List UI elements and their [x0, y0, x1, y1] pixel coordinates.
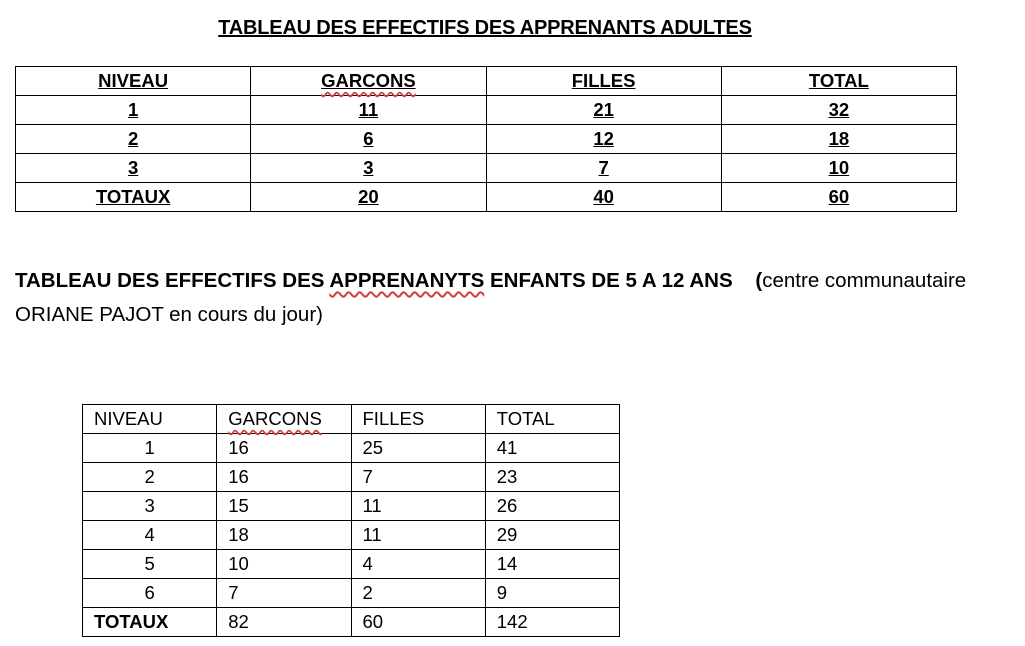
table-header-cell: NIVEAU [16, 67, 251, 96]
table-cell: 21 [486, 96, 721, 125]
table-cell: 2 [83, 463, 217, 492]
table-row [83, 521, 620, 550]
table-cell: 20 [251, 183, 486, 212]
table-header-cell: TOTAL [485, 405, 619, 434]
table-cell: 142 [485, 608, 619, 637]
table-header-cell [217, 405, 351, 434]
table-cell: 1 [83, 434, 217, 463]
table-cell: 15 [217, 492, 351, 521]
table-row [16, 125, 957, 154]
table-cell: TOTAUX [83, 608, 217, 637]
spellcheck-word: GARCONS [321, 70, 416, 91]
table-cell: 7 [351, 463, 485, 492]
table-row [83, 463, 620, 492]
table-cell: 11 [351, 492, 485, 521]
table-cell: 82 [217, 608, 351, 637]
table-cell: 25 [351, 434, 485, 463]
table-header-cell: FILLES [486, 67, 721, 96]
table-header-cell: NIVEAU [83, 405, 217, 434]
table-row [16, 183, 957, 212]
paren-open: ( [755, 269, 763, 292]
table-row [83, 434, 620, 463]
spellcheck-word: GARCONS [228, 408, 322, 429]
child-section-heading [15, 264, 975, 332]
table-cell: 18 [721, 125, 956, 154]
table-cell: 7 [217, 579, 351, 608]
table-row [83, 608, 620, 637]
table-cell: 4 [83, 521, 217, 550]
table-header-cell: FILLES [351, 405, 485, 434]
table-cell: 32 [721, 96, 956, 125]
table-cell: 6 [83, 579, 217, 608]
table-cell: 10 [721, 154, 956, 183]
table-cell: 2 [16, 125, 251, 154]
table-cell: 1 [16, 96, 251, 125]
table-cell: 11 [351, 521, 485, 550]
table-cell: TOTAUX [16, 183, 251, 212]
table-cell: 41 [485, 434, 619, 463]
table-cell: 5 [83, 550, 217, 579]
table-row [16, 96, 957, 125]
spellcheck-word: APPRENANYTS [329, 269, 485, 292]
table-cell: 40 [486, 183, 721, 212]
table-cell: 18 [217, 521, 351, 550]
table-header-row [83, 405, 620, 434]
table-row [16, 154, 957, 183]
table-header-row [16, 67, 957, 96]
table-header-cell: TOTAL [721, 67, 956, 96]
table-cell: 16 [217, 463, 351, 492]
table-cell: 60 [721, 183, 956, 212]
adult-enrollment-table [15, 66, 957, 212]
table-cell: 3 [16, 154, 251, 183]
table-cell: 26 [485, 492, 619, 521]
child-table-note: centre communautaire ORIANE PAJOT en cours du jour) [15, 269, 967, 326]
table-cell: 23 [485, 463, 619, 492]
table-cell: 60 [351, 608, 485, 637]
table-row [83, 550, 620, 579]
table-cell: 14 [485, 550, 619, 579]
table-row [83, 579, 620, 608]
adult-table-title: TABLEAU DES EFFECTIFS DES APPRENANTS ADULTES [218, 17, 752, 39]
table-row [83, 492, 620, 521]
table-header-cell [251, 67, 486, 96]
table-cell: 2 [351, 579, 485, 608]
table-cell: 10 [217, 550, 351, 579]
table-cell: 11 [251, 96, 486, 125]
child-table-title: TABLEAU DES EFFECTIFS DES APPRENANYTS ENFANTS DE 5 A 12 ANS [15, 269, 733, 292]
child-enrollment-table [82, 404, 620, 637]
table-cell: 12 [486, 125, 721, 154]
table-cell: 7 [486, 154, 721, 183]
table-cell: 3 [251, 154, 486, 183]
table-cell: 29 [485, 521, 619, 550]
table-cell: 9 [485, 579, 619, 608]
table-cell: 16 [217, 434, 351, 463]
table-cell: 3 [83, 492, 217, 521]
table-cell: 4 [351, 550, 485, 579]
table-cell: 6 [251, 125, 486, 154]
